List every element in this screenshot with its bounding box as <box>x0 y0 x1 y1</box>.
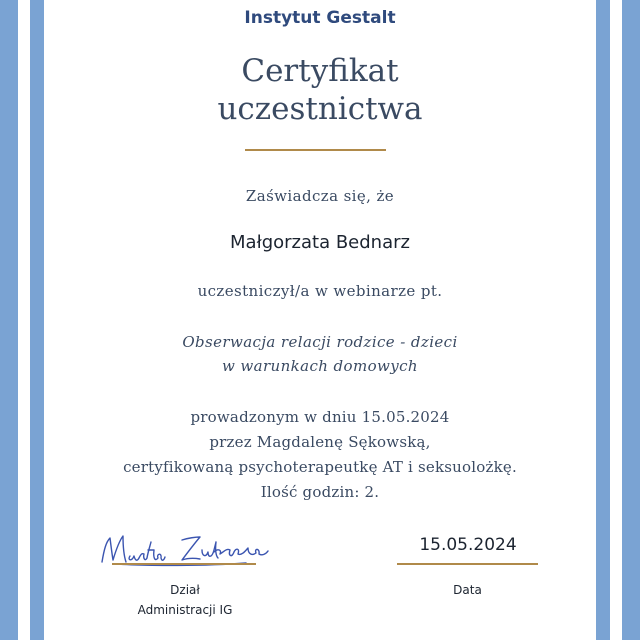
details-instructor-line: przez Magdalenę Sękowską, <box>209 433 431 451</box>
date-line <box>397 563 538 565</box>
certificate-title-line1: Certyfikat <box>241 53 399 89</box>
details-qualification-line: certyfikowaną psychoterapeutkę AT i seksuolożkę. <box>123 458 517 476</box>
signature-label <box>110 580 260 620</box>
details-hours-line: Ilość godzin: 2. <box>260 483 380 501</box>
handwritten-signature <box>96 520 276 576</box>
signature-label-line1: Dział <box>170 583 200 597</box>
webinar-details <box>0 405 640 505</box>
date-label: Data <box>453 583 482 597</box>
intro-text: Zaświadcza się, że <box>245 187 395 205</box>
details-date-line: prowadzonym w dniu 15.05.2024 <box>190 408 450 426</box>
issue-date: 15.05.2024 <box>419 535 517 555</box>
signature-line <box>112 563 256 565</box>
organization-name: Instytut Gestalt <box>244 8 396 28</box>
webinar-topic-line2: w warunkach domowych <box>221 357 418 375</box>
certificate-title <box>0 52 640 128</box>
recipient-name: Małgorzata Bednarz <box>230 232 410 253</box>
signature-label-line2: Administracji IG <box>137 603 233 617</box>
certificate-title-line2: uczestnictwa <box>217 91 423 127</box>
title-divider <box>245 149 386 151</box>
participation-text: uczestniczył/a w webinarze pt. <box>197 282 443 300</box>
webinar-topic <box>0 330 640 378</box>
webinar-topic-line1: Obserwacja relacji rodzice - dzieci <box>182 333 458 351</box>
